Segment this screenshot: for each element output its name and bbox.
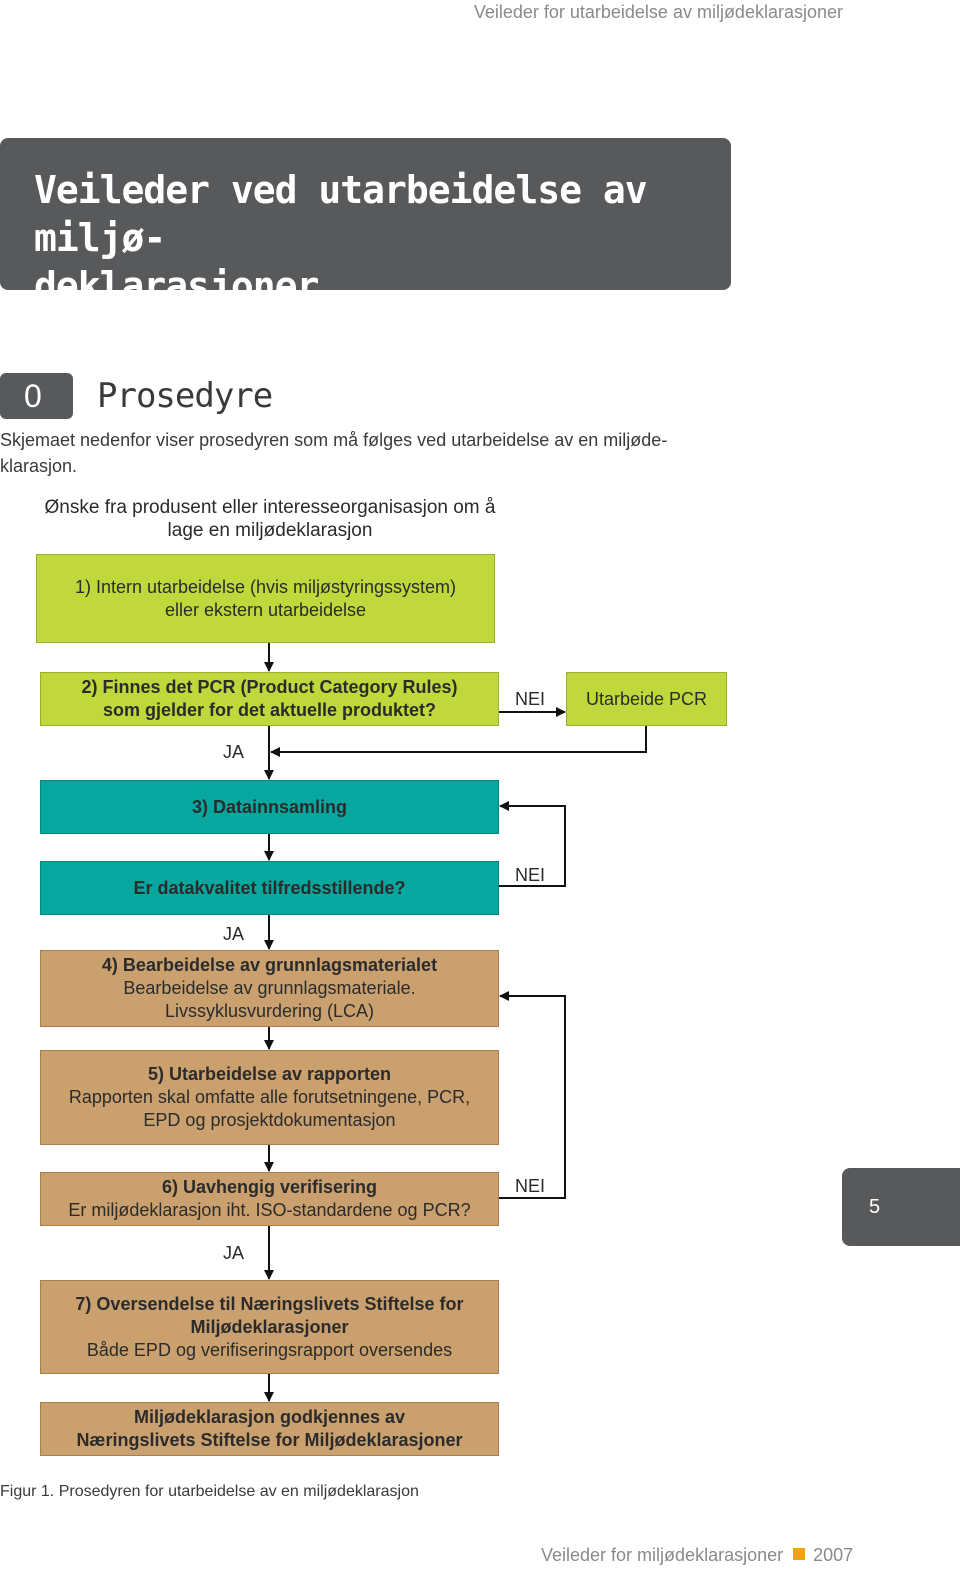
- running-header: Veileder for utarbeidelse av miljødeklarasjoner: [473, 2, 843, 22]
- start-line-1: Ønske fra produsent eller interesseorganisasjon om å: [44, 497, 496, 518]
- arrow-pcr-return: [271, 726, 646, 752]
- yes-label-pcr: JA: [223, 742, 245, 762]
- section-number-badge: 0: [0, 373, 73, 419]
- title-line-1: Veileder ved utarbeidelse av miljø-: [34, 168, 647, 260]
- step5-line-2: EPD og prosjektdokumentasjon: [143, 1110, 396, 1130]
- footer-text: Veileder for miljødeklarasjoner: [541, 1545, 784, 1565]
- yes-label-verification: JA: [223, 1243, 245, 1263]
- yes-label-quality: JA: [223, 924, 245, 944]
- quality-box: [40, 861, 499, 915]
- step3-label: 3) Datainnsamling: [191, 796, 348, 817]
- pcr-box: [566, 672, 727, 726]
- step4-box: [40, 950, 499, 1027]
- intro-line-1: Skjemaet nedenfor viser prosedyren som må følges ved utarbeidelse av en miljøde-: [0, 430, 668, 450]
- step1-line-1: 1) Intern utarbeidelse (hvis miljøstyringssystem): [74, 576, 457, 597]
- step7-line-1: Både EPD og verifiseringsrapport oversendes: [86, 1339, 453, 1360]
- final-box: [40, 1402, 499, 1456]
- no-label-quality: NEI: [515, 865, 546, 885]
- step7-title-line-2: Miljødeklarasjoner: [190, 1316, 349, 1337]
- final-line-1: Miljødeklarasjon godkjennes av: [133, 1407, 406, 1427]
- step7-title-line-1: 7) Oversendelse til Næringslivets Stiftelse for: [75, 1293, 464, 1314]
- step4-line-1: Bearbeidelse av grunnlagsmateriale.: [123, 978, 416, 998]
- figure-caption: Figur 1. Prosedyren for utarbeidelse av en miljødeklarasjon: [0, 1483, 419, 1500]
- arrow-verification-no-loop: [498, 996, 565, 1198]
- start-line-2: lage en miljødeklarasjon: [167, 520, 373, 541]
- section-title: Prosedyre: [97, 376, 273, 416]
- step5-title: 5) Utarbeidelse av rapporten: [147, 1064, 392, 1084]
- page-number-tab: 5: [842, 1168, 960, 1246]
- step5-box: [40, 1050, 499, 1145]
- step4-line-2: Livssyklusvurdering (LCA): [164, 1001, 375, 1021]
- intro-line-2: klarasjon.: [0, 456, 78, 476]
- step2-line-1: 2) Finnes det PCR (Product Category Rules): [81, 677, 458, 697]
- step2-line-2: som gjelder for det aktuelle produktet?: [102, 700, 437, 720]
- step5-line-1: Rapporten skal omfatte alle forutsetningene, PCR,: [68, 1087, 471, 1107]
- pcr-box-label: Utarbeide PCR: [585, 688, 708, 709]
- no-label-verification: NEI: [515, 1176, 546, 1196]
- step4-title: 4) Bearbeidelse av grunnlagsmaterialet: [101, 955, 438, 975]
- step1-line-2: eller ekstern utarbeidelse: [164, 599, 367, 620]
- footer-year: 2007: [813, 1545, 854, 1565]
- step6-title: 6) Uavhengig verifisering: [161, 1177, 378, 1197]
- footer-square-icon: [793, 1548, 805, 1560]
- step6-line-1: Er miljødeklarasjon iht. ISO-standardene og PCR?: [68, 1200, 471, 1220]
- title-line-2: deklarasjoner: [34, 264, 319, 308]
- step3-box: [40, 780, 499, 834]
- step2-box: [40, 672, 499, 726]
- no-label-pcr: NEI: [515, 689, 546, 709]
- footer: [541, 1543, 853, 1567]
- step1-box: [36, 554, 495, 643]
- step7-box: [40, 1280, 499, 1374]
- final-line-2: Næringslivets Stiftelse for Miljødeklarasjoner: [76, 1430, 463, 1450]
- step6-box: [40, 1172, 499, 1226]
- quality-label: Er datakvalitet tilfredsstillende?: [133, 877, 406, 898]
